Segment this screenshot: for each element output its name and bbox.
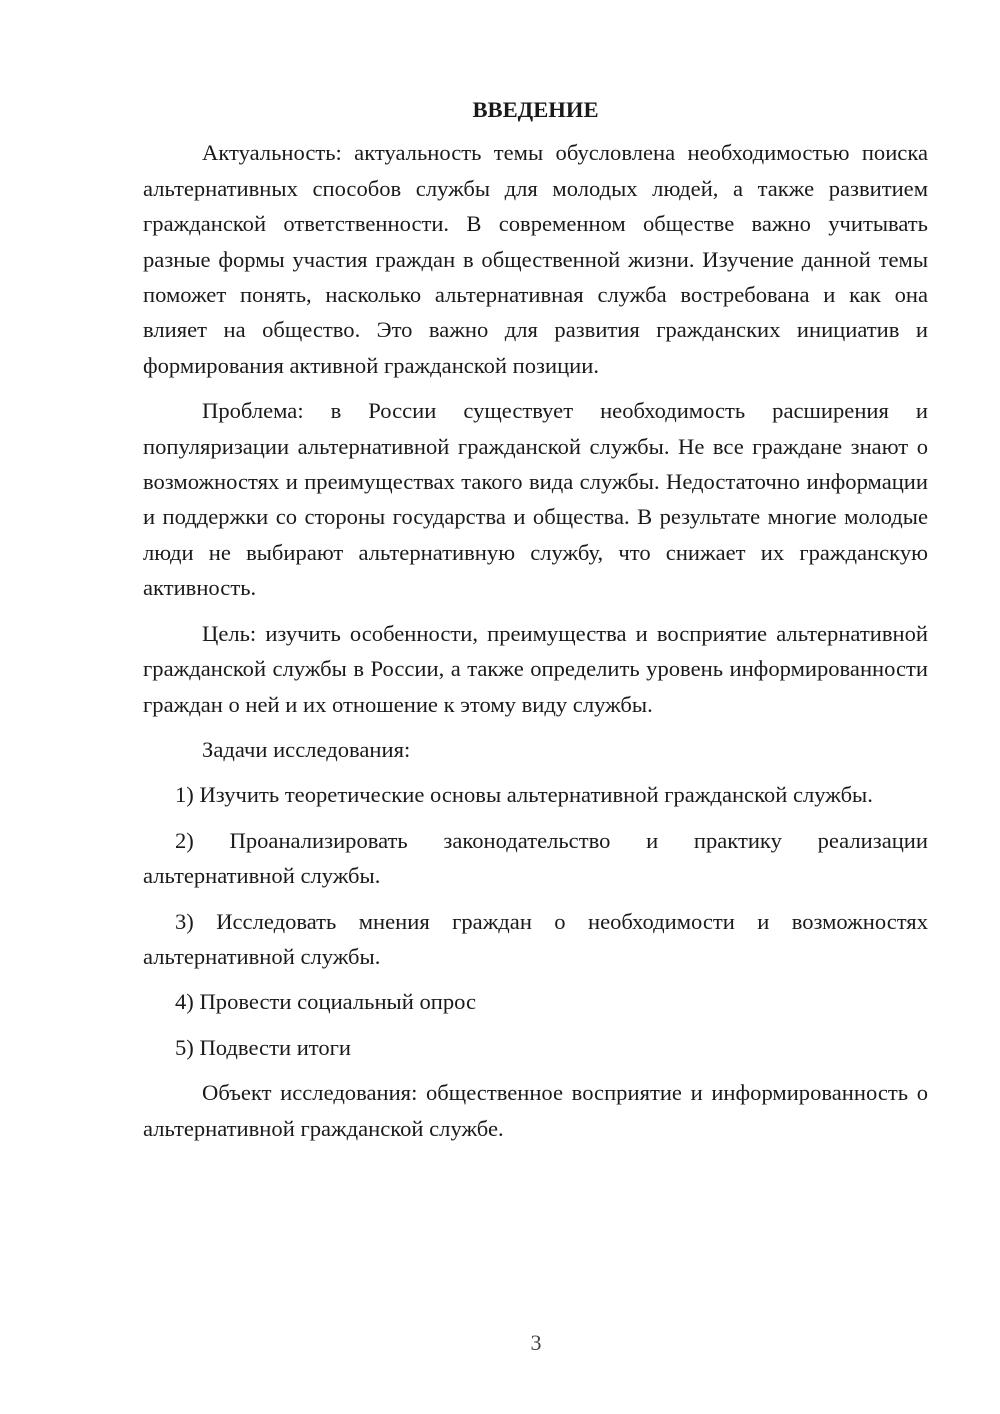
task-item: 3) Исследовать мнения граждан о необходимости и возможностях альтернативной службы. [143,908,928,969]
tasks-heading: Задачи исследования: [202,736,411,762]
task-item: 2) Проанализировать законодательство и практику реализации альтернативной службы. [143,827,928,889]
document-page [143,92,928,1156]
problem-paragraph: Проблема: в России существует необходимость расширения и популяризации альтернативной гражданской службы. Не все граждане знают о возможностях и преимуществах такого вида службы. Недостаточно информации и поддержки со стороны государства и общества. В результате многие молодые люди не выбирают альтернативную службу, что снижает их гражданскую активность. [143,398,928,601]
goal-paragraph: Цель: изучить особенности, преимущества и восприятие альтернативной гражданской службы в России, а также определить уровень информированности граждан о ней и их отношение к этому виду службы. [143,620,928,717]
relevance-paragraph: Актуальность: актуальность темы обусловлена необходимостью поиска альтернативных способов службы для молодых людей, а также развитием гражданской ответственности. В современном обществе важно учитывать разные формы участия граждан в общественной жизни. Изучение данной темы поможет понять, насколько альтернативная служба востребована и как она влияет на общество. Это важно для развития гражданских инициатив и формирования активной гражданской позиции. [143,140,928,378]
object-paragraph: Объект исследования: общественное восприятие и информированность о альтернативной гражданской службе. [143,1080,928,1141]
task-item: 4) Провести социальный опрос [175,989,477,1015]
page-number: 3 [530,1330,542,1355]
section-title: ВВЕДЕНИЕ [472,97,599,122]
task-item: 5) Подвести итоги [175,1034,352,1060]
task-item: 1) Изучить теоретические основы альтернативной гражданской службы. [175,782,873,808]
